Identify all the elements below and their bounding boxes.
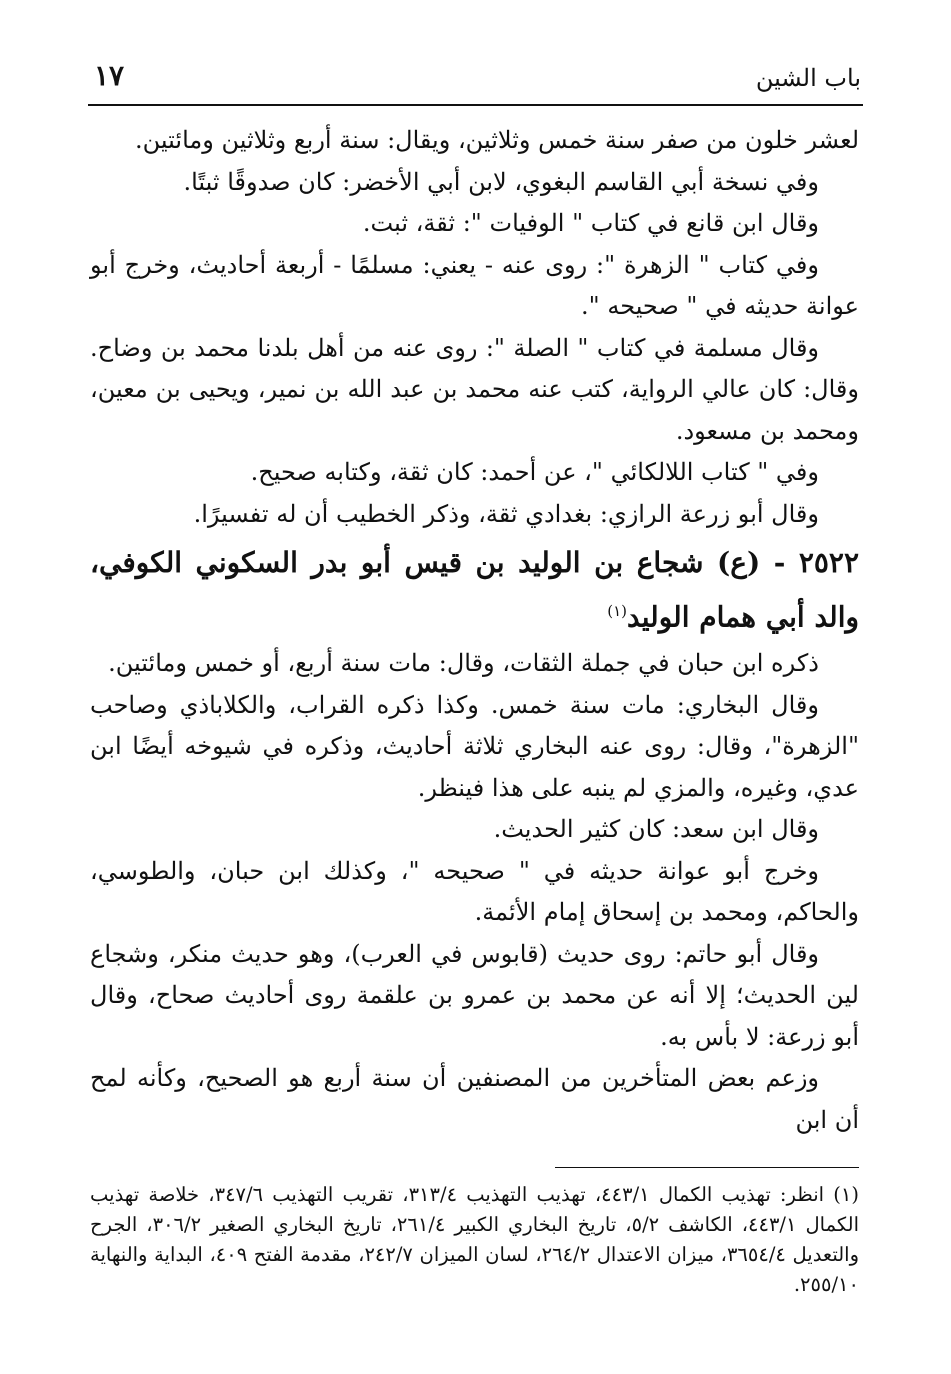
- paragraph: وزعم بعض المتأخرين من المصنفين أن سنة أربع هو الصحيح، وكأنه لمح أن ابن: [90, 1064, 859, 1134]
- entry-heading-text: ٢٥٢٢ - (ع) شجاع بن الوليد بن قيس أبو بدر السكوني الكوفي، والد أبي همام الوليد: [90, 546, 859, 634]
- paragraph: وقال ابن سعد: كان كثير الحديث.: [493, 815, 819, 844]
- page-number: ١٧: [94, 59, 125, 92]
- paragraph: وقال مسلمة في كتاب " الصلة ": روى عنه من أهل بلدنا محمد بن وضاح. وقال: كان عالي الرواية، كتب عنه محمد بن عبد الله بن نمير، ويحيى بن معين، ومحمد بن مسعود.: [90, 333, 859, 445]
- paragraph: ذكره ابن حبان في جملة الثقات، وقال: مات سنة أربع، أو خمس ومائتين.: [108, 649, 819, 678]
- footnote: (١) انظر: تهذيب الكمال ٤٤٣/١، تهذيب التهذيب ٣١٣/٤، تقريب التهذيب ٣٤٧/٦، خلاصة تهذيب الكمال ٤٤٣/١، الكاشف ٥/٢، تاريخ البخاري الكبير ٢٦١/٤، تاريخ البخاري الصغير ٣٠٦/٢، الجرح والتعديل ٣٦٥٤/٤، ميزان الاعتدال ٢٦٤/٢، لسان الميزان ٢٤٢/٧، مقدمة الفتح ٤٠٩، البداية والنهاية ٢٥٥/١٠.: [90, 1183, 859, 1296]
- paragraph: وفي " كتاب اللالكائي "، عن أحمد: كان ثقة، وكتابه صحيح.: [250, 458, 819, 486]
- paragraph: وقال أبو زرعة الرازي: بغدادي ثقة، وذكر الخطيب أن له تفسيرًا.: [193, 499, 819, 528]
- paragraph: وقال أبو حاتم: روى حديث (قابوس في العرب)، وهو حديث منكر، وشجاع لين الحديث؛ إلا أنه عن محمد بن عمرو بن علقمة روى أحاديث صحاح، وقال أبو زرعة: لا بأس به.: [90, 939, 859, 1051]
- main-text: [90, 120, 859, 1141]
- paragraph: وفي كتاب " الزهرة ": روى عنه - يعني: مسلمًا - أربعة أحاديث، وخرج أبو عوانة حديثه في " صحيحه ".: [90, 250, 859, 320]
- footnote-divider: [555, 1167, 859, 1168]
- paragraph: لعشر خلون من صفر سنة خمس وثلاثين، ويقال: سنة أربع وثلاثين ومائتين.: [135, 126, 859, 154]
- paragraph: وقال البخاري: مات سنة خمس. وكذا ذكره القراب، والكلاباذي وصاحب "الزهرة"، وقال: روى عنه البخاري ثلاثة أحاديث، وذكره في شيوخه أيضًا ابن عدي، وغيره، والمزي لم ينبه على هذا فينظر.: [90, 690, 859, 802]
- footnote-marker: (١): [607, 602, 628, 620]
- paragraph: وفي نسخة أبي القاسم البغوي، لابن أبي الأخضر: كان صدوقًا ثبتًا.: [183, 167, 819, 196]
- page-header: [88, 58, 863, 106]
- chapter-title: باب الشين: [755, 64, 861, 92]
- entry-heading: [90, 539, 859, 641]
- paragraph: وخرج أبو عوانة حديثه في " صحيحه "، وكذلك ابن حبان، والطوسي، والحاكم، ومحمد بن إسحاق إمام الأئمة.: [90, 856, 859, 927]
- paragraph: وقال ابن قانع في كتاب " الوفيات ": ثقة، ثبت.: [362, 209, 819, 237]
